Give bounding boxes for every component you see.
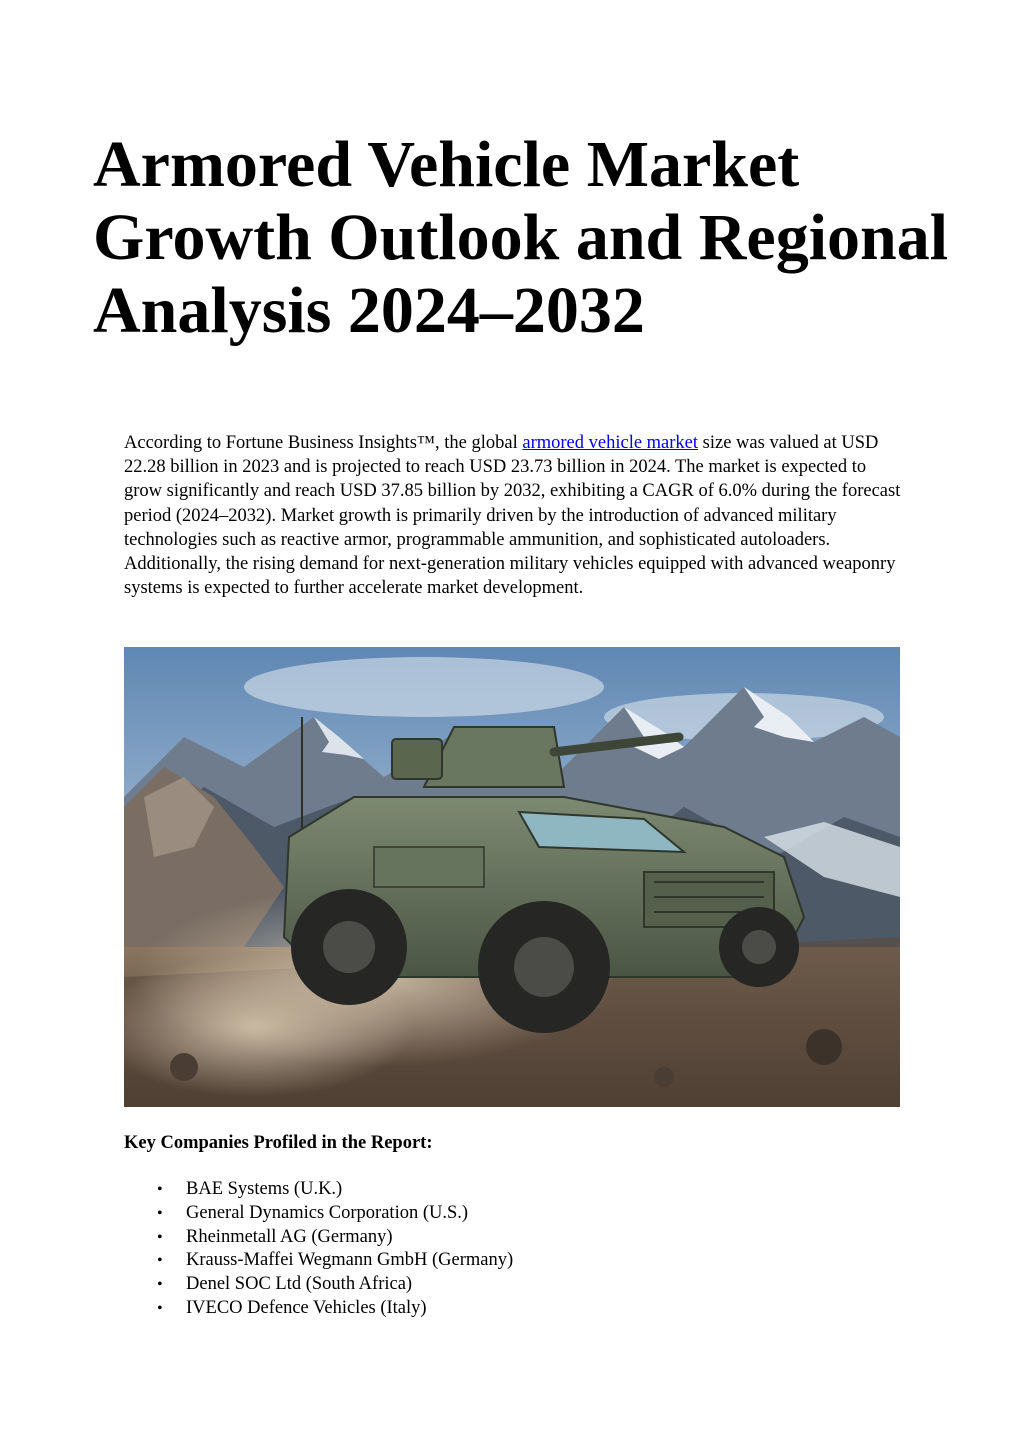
bullet-icon: • bbox=[157, 1181, 163, 1198]
list-item: • Rheinmetall AG (Germany) bbox=[124, 1226, 513, 1250]
hero-image-armored-vehicle bbox=[124, 647, 900, 1107]
intro-text-before-link: According to Fortune Business Insights™, the global bbox=[124, 433, 523, 453]
bullet-icon: • bbox=[157, 1252, 163, 1270]
bullet-icon: • bbox=[157, 1228, 163, 1246]
bullet-icon: • bbox=[157, 1299, 163, 1317]
list-item: • Krauss-Maffei Wegmann GmbH (Germany) bbox=[124, 1249, 513, 1273]
list-item: • BAE Systems (U.K.) bbox=[124, 1178, 513, 1202]
list-item: • General Dynamics Corporation (U.S.) bbox=[124, 1202, 513, 1226]
armored-vehicle-market-link[interactable]: armored vehicle market bbox=[522, 433, 699, 453]
intro-text-after-link: size was valued at USD 22.28 billion in 2023 and is projected to reach USD 23.73 billion in 2024. The market is expected to grow significantly and reach USD 37.85 billion by 2032, exhibiting a CAGR of 6.0% during the forecast period (2024–2032). Market growth is primarily driven by the introduction of advanced military technologies such as reactive armor, programmable ammunition, and sophisticated autoloaders. Additionally, the rising demand for next-generation military vehicles equipped with advanced weaponry systems is expected to further accelerate market development. bbox=[124, 433, 901, 599]
key-companies-heading: Key Companies Profiled in the Report: bbox=[124, 1133, 433, 1153]
list-item: • IVECO Defence Vehicles (Italy) bbox=[124, 1297, 513, 1321]
bullet-icon: • bbox=[157, 1204, 163, 1222]
bullet-icon: • bbox=[157, 1276, 163, 1294]
list-item: • Denel SOC Ltd (South Africa) bbox=[124, 1273, 513, 1297]
page-title: Armored Vehicle Market Growth Outlook and Regional Analysis 2024–2032 bbox=[93, 128, 949, 347]
company-list bbox=[124, 1178, 513, 1321]
intro-paragraph bbox=[124, 431, 904, 600]
